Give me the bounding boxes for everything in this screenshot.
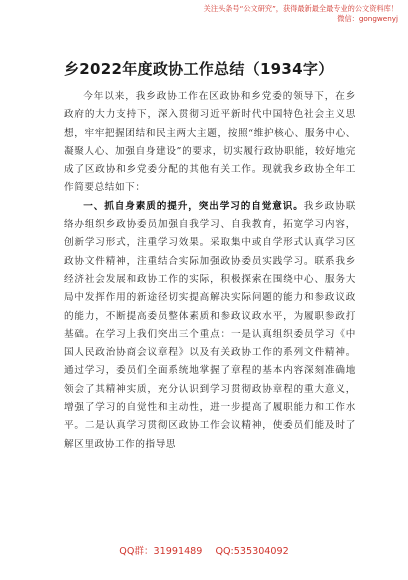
footer-contact xyxy=(0,543,408,557)
header-banner xyxy=(200,4,398,36)
document-title: 乡2022年度政协工作总结（1934字） xyxy=(64,60,334,78)
qq-number: QQ:535304092 xyxy=(215,546,289,557)
document-body xyxy=(64,88,356,454)
banner-text: 关注头条号“公文研究”，获得最新最全最专业的公文资料库！ 微信：gongwenyj xyxy=(203,4,398,23)
section-1-text: 我乡政协联络办组织乡政协委员加强自我学习、自我教育，拓宽学习内容，创新学习形式，注重学习效果。采取集中或自学形式认真学习区政协文件精神，注重结合实际加强政协委员实践学习。联系我乡经济社会发展和政协工作的实际，积极探索在围绕中心、服务大局中发挥作用的新途径切实提高解决实际问题的能力和参政议政的能力，不断提高委员整体素质和参政议政水平，为履职参政打基础。在学习上我们突出三个重点：一是认真组织委员学习《中国人民政治协商会议章程》以及有关政协工作的系列文件精神。通过学习，委员们全面系统地掌握了章程的基本内容深刻准确地领会了其精神实质，充分认识到学习贯彻政协章程的重大意义，增强了学习的自觉性和主动性，进一步提高了履职能力和工作水平。二是认真学习贯彻区政协工作会议精神，使委员们能及时了解区里政协工作的指导思 xyxy=(64,200,356,450)
intro-paragraph: 今年以来，我乡政协工作在区政协和乡党委的领导下，在乡政府的大力支持下，深入贯彻习近平新时代中国特色社会主义思想，牢牢把握团结和民主两大主题，按照“维护核心、服务中心、凝聚人心、加强自身建设”的要求，切实履行政协职能，较好地完成了区政协和乡党委分配的其他有关工作。现就我乡政协全年工作简要总结如下： xyxy=(64,91,356,194)
section-1-heading: 一、抓自身素质的提升，突出学习的自觉意识。 xyxy=(83,200,304,212)
qq-group: QQ群：31991489 xyxy=(119,546,203,557)
section-1-paragraph xyxy=(64,198,356,454)
